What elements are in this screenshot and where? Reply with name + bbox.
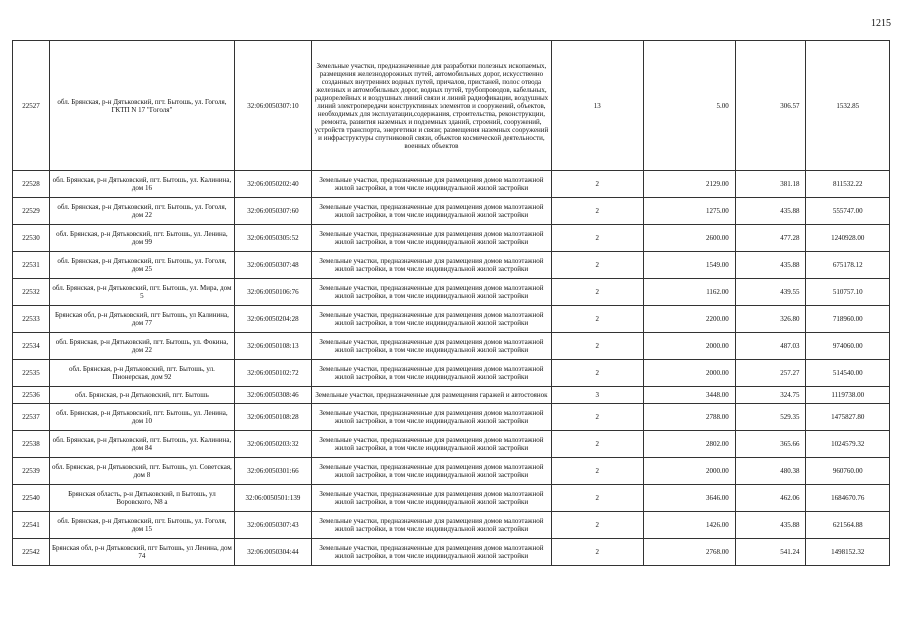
- permitted-use-cell: Земельные участки, предназначенные для размещения домов малоэтажной жилой застройки, в том числе индивидуальной жилой застройки: [312, 485, 552, 512]
- use-group-cell: 2: [551, 512, 643, 539]
- use-group-cell: 2: [551, 360, 643, 387]
- address-cell: обл. Брянская, р-н Дятьковский, пгт. Бытошь, ул. Ленина, дом 99: [49, 225, 234, 252]
- permitted-use-cell: Земельные участки, предназначенные для размещения домов малоэтажной жилой застройки, в том числе индивидуальной жилой застройки: [312, 279, 552, 306]
- specific-value-cell: 529.35: [735, 404, 806, 431]
- row-number: 22542: [13, 539, 50, 566]
- table-row: [13, 198, 890, 225]
- cadastral-number-cell: 32:06:0050202:40: [234, 171, 311, 198]
- specific-value-cell: 365.66: [735, 431, 806, 458]
- row-number: 22540: [13, 485, 50, 512]
- cadastral-value-cell: 718960.00: [806, 306, 890, 333]
- permitted-use-cell: Земельные участки, предназначенные для размещения домов малоэтажной жилой застройки, в том числе индивидуальной жилой застройки: [312, 431, 552, 458]
- table-row: [13, 252, 890, 279]
- use-group-cell: 2: [551, 279, 643, 306]
- address-cell: Брянская обл, р-н Дятьковский, пгт Бытошь, ул Ленина, дом 74: [49, 539, 234, 566]
- permitted-use-cell: Земельные участки, предназначенные для размещения домов малоэтажной жилой застройки, в том числе индивидуальной жилой застройки: [312, 306, 552, 333]
- row-number: 22529: [13, 198, 50, 225]
- use-group-cell: 2: [551, 431, 643, 458]
- specific-value-cell: 541.24: [735, 539, 806, 566]
- specific-value-cell: 326.80: [735, 306, 806, 333]
- use-group-cell: 2: [551, 252, 643, 279]
- permitted-use-cell: Земельные участки, предназначенные для размещения домов малоэтажной жилой застройки, в том числе индивидуальной жилой застройки: [312, 404, 552, 431]
- cadastral-number-cell: 32:06:0050307:48: [234, 252, 311, 279]
- area-cell: 5.00: [643, 41, 735, 171]
- cadastral-number-cell: 32:06:0050304:44: [234, 539, 311, 566]
- cadastral-value-cell: 960760.00: [806, 458, 890, 485]
- address-cell: обл. Брянская, р-н Дятьковский, пгт. Бытошь, ул. Фокина, дом 22: [49, 333, 234, 360]
- permitted-use-cell: Земельные участки, предназначенные для размещения гаражей и автостоянок: [312, 387, 552, 404]
- address-cell: обл. Брянская, р-н Дятьковский, пгт. Бытошь, ул. Гоголя, дом 15: [49, 512, 234, 539]
- permitted-use-cell: Земельные участки, предназначенные для размещения домов малоэтажной жилой застройки, в том числе индивидуальной жилой застройки: [312, 539, 552, 566]
- row-number: 22538: [13, 431, 50, 458]
- specific-value-cell: 487.03: [735, 333, 806, 360]
- table-row: [13, 360, 890, 387]
- permitted-use-cell: Земельные участки, предназначенные для разработки полезных ископаемых, размещения железнодорожных путей, автомобильных дорог, искусственно созданных внутренних водных путей, причалов, пристаней, полос отвода железных и автомобильных дорог, водных путей, трубопроводов, кабельных, радиорелейных и воздушных линий связи и линий радиофикации, воздушных линий электропередачи конструктивных элементов и сооружений, объектов, необходимых для эксплуатации,содержания, строительства, реконструкции, ремонта, развития наземных и подземных зданий, строений, сооружений, устройств транспорта, энергетики и связи; размещения наземных сооружений и инфраструктуры спутниковой связи, объектов космической деятельности, военных объектов: [312, 41, 552, 171]
- cadastral-number-cell: 32:06:0050307:60: [234, 198, 311, 225]
- table-row: [13, 171, 890, 198]
- area-cell: 2600.00: [643, 225, 735, 252]
- row-number: 22527: [13, 41, 50, 171]
- address-cell: обл. Брянская, р-н Дятьковский, пгт. Бытошь, ул. Калинина, дом 84: [49, 431, 234, 458]
- area-cell: 2768.00: [643, 539, 735, 566]
- specific-value-cell: 306.57: [735, 41, 806, 171]
- row-number: 22533: [13, 306, 50, 333]
- cadastral-number-cell: 32:06:0050308:46: [234, 387, 311, 404]
- cadastral-value-cell: 811532.22: [806, 171, 890, 198]
- cadastral-number-cell: 32:06:0050203:32: [234, 431, 311, 458]
- cadastral-number-cell: 32:06:0050102:72: [234, 360, 311, 387]
- row-number: 22532: [13, 279, 50, 306]
- use-group-cell: 2: [551, 539, 643, 566]
- permitted-use-cell: Земельные участки, предназначенные для размещения домов малоэтажной жилой застройки, в том числе индивидуальной жилой застройки: [312, 225, 552, 252]
- cadastral-number-cell: 32:06:0050501:139: [234, 485, 311, 512]
- use-group-cell: 3: [551, 387, 643, 404]
- cadastral-value-cell: 1024579.32: [806, 431, 890, 458]
- specific-value-cell: 435.88: [735, 252, 806, 279]
- specific-value-cell: 435.88: [735, 198, 806, 225]
- area-cell: 2802.00: [643, 431, 735, 458]
- table-row: [13, 225, 890, 252]
- cadastral-registry-table: [12, 40, 890, 566]
- cadastral-value-cell: 675178.12: [806, 252, 890, 279]
- address-cell: обл. Брянская, р-н Дятьковский, пгт. Бытошь, ул. Советская, дом 8: [49, 458, 234, 485]
- permitted-use-cell: Земельные участки, предназначенные для размещения домов малоэтажной жилой застройки, в том числе индивидуальной жилой застройки: [312, 333, 552, 360]
- permitted-use-cell: Земельные участки, предназначенные для размещения домов малоэтажной жилой застройки, в том числе индивидуальной жилой застройки: [312, 512, 552, 539]
- table-row: [13, 404, 890, 431]
- specific-value-cell: 435.88: [735, 512, 806, 539]
- row-number: 22535: [13, 360, 50, 387]
- cadastral-value-cell: 1475827.80: [806, 404, 890, 431]
- cadastral-number-cell: 32:06:0050301:66: [234, 458, 311, 485]
- use-group-cell: 2: [551, 171, 643, 198]
- cadastral-value-cell: 1532.85: [806, 41, 890, 171]
- table-row: [13, 279, 890, 306]
- address-cell: обл. Брянская, р-н Дятьковский, пгт. Бытошь: [49, 387, 234, 404]
- cadastral-value-cell: 510757.10: [806, 279, 890, 306]
- table-row: [13, 485, 890, 512]
- cadastral-number-cell: 32:06:0050307:43: [234, 512, 311, 539]
- row-number: 22528: [13, 171, 50, 198]
- use-group-cell: 2: [551, 485, 643, 512]
- row-number: 22536: [13, 387, 50, 404]
- area-cell: 2000.00: [643, 360, 735, 387]
- cadastral-value-cell: 1240928.00: [806, 225, 890, 252]
- area-cell: 1549.00: [643, 252, 735, 279]
- table-row: [13, 431, 890, 458]
- specific-value-cell: 477.28: [735, 225, 806, 252]
- area-cell: 1162.00: [643, 279, 735, 306]
- table-row: [13, 41, 890, 171]
- permitted-use-cell: Земельные участки, предназначенные для размещения домов малоэтажной жилой застройки, в том числе индивидуальной жилой застройки: [312, 458, 552, 485]
- cadastral-number-cell: 32:06:0050108:28: [234, 404, 311, 431]
- permitted-use-cell: Земельные участки, предназначенные для размещения домов малоэтажной жилой застройки, в том числе индивидуальной жилой застройки: [312, 360, 552, 387]
- cadastral-number-cell: 32:06:0050108:13: [234, 333, 311, 360]
- row-number: 22531: [13, 252, 50, 279]
- specific-value-cell: 480.38: [735, 458, 806, 485]
- use-group-cell: 2: [551, 404, 643, 431]
- use-group-cell: 2: [551, 458, 643, 485]
- area-cell: 2000.00: [643, 333, 735, 360]
- cadastral-value-cell: 1684670.76: [806, 485, 890, 512]
- area-cell: 2129.00: [643, 171, 735, 198]
- cadastral-value-cell: 514540.00: [806, 360, 890, 387]
- address-cell: обл. Брянская, р-н Дятьковский, пгт. Бытошь, ул. Ленина, дом 10: [49, 404, 234, 431]
- specific-value-cell: 462.06: [735, 485, 806, 512]
- table-row: [13, 539, 890, 566]
- area-cell: 3448.00: [643, 387, 735, 404]
- table-row: [13, 512, 890, 539]
- area-cell: 1426.00: [643, 512, 735, 539]
- area-cell: 2000.00: [643, 458, 735, 485]
- area-cell: 1275.00: [643, 198, 735, 225]
- row-number: 22534: [13, 333, 50, 360]
- use-group-cell: 2: [551, 225, 643, 252]
- address-cell: Брянская область, р-н Дятьковский, п Бытошь, ул Воровского, N8 а: [49, 485, 234, 512]
- table-row: [13, 306, 890, 333]
- permitted-use-cell: Земельные участки, предназначенные для размещения домов малоэтажной жилой застройки, в том числе индивидуальной жилой застройки: [312, 252, 552, 279]
- table-row: [13, 387, 890, 404]
- permitted-use-cell: Земельные участки, предназначенные для размещения домов малоэтажной жилой застройки, в том числе индивидуальной жилой застройки: [312, 171, 552, 198]
- area-cell: 2200.00: [643, 306, 735, 333]
- use-group-cell: 2: [551, 333, 643, 360]
- row-number: 22539: [13, 458, 50, 485]
- row-number: 22537: [13, 404, 50, 431]
- cadastral-value-cell: 555747.00: [806, 198, 890, 225]
- cadastral-value-cell: 1119738.00: [806, 387, 890, 404]
- row-number: 22530: [13, 225, 50, 252]
- area-cell: 2788.00: [643, 404, 735, 431]
- cadastral-value-cell: 974060.00: [806, 333, 890, 360]
- table-body: [13, 41, 890, 566]
- cadastral-value-cell: 1498152.32: [806, 539, 890, 566]
- specific-value-cell: 439.55: [735, 279, 806, 306]
- permitted-use-cell: Земельные участки, предназначенные для размещения домов малоэтажной жилой застройки, в том числе индивидуальной жилой застройки: [312, 198, 552, 225]
- specific-value-cell: 324.75: [735, 387, 806, 404]
- table-row: [13, 458, 890, 485]
- cadastral-number-cell: 32:06:0050106:76: [234, 279, 311, 306]
- address-cell: обл. Брянская, р-н Дятьковский, пгт. Бытошь, ул. Пионерская, дом 92: [49, 360, 234, 387]
- page-number: 1215: [871, 18, 891, 29]
- address-cell: обл. Брянская, р-н Дятьковский, пгт. Бытошь, ул. Калинина, дом 16: [49, 171, 234, 198]
- use-group-cell: 13: [551, 41, 643, 171]
- cadastral-number-cell: 32:06:0050204:28: [234, 306, 311, 333]
- use-group-cell: 2: [551, 198, 643, 225]
- row-number: 22541: [13, 512, 50, 539]
- address-cell: обл. Брянская, р-н Дятьковский, пгт. Бытошь, ул. Гоголя, дом 22: [49, 198, 234, 225]
- address-cell: обл. Брянская, р-н Дятьковский, пгт. Бытошь, ул. Мира, дом 5: [49, 279, 234, 306]
- specific-value-cell: 257.27: [735, 360, 806, 387]
- use-group-cell: 2: [551, 306, 643, 333]
- specific-value-cell: 381.18: [735, 171, 806, 198]
- area-cell: 3646.00: [643, 485, 735, 512]
- cadastral-value-cell: 621564.88: [806, 512, 890, 539]
- table-row: [13, 333, 890, 360]
- cadastral-number-cell: 32:06:0050305:52: [234, 225, 311, 252]
- address-cell: обл. Брянская, р-н Дятьковский, пгт. Бытошь, ул. Гоголя, ГКТП N 17 "Гоголя": [49, 41, 234, 171]
- cadastral-number-cell: 32:06:0050307:10: [234, 41, 311, 171]
- address-cell: Брянская обл, р-н Дятьковский, пгт Бытошь, ул Калинина, дом 77: [49, 306, 234, 333]
- address-cell: обл. Брянская, р-н Дятьковский, пгт. Бытошь, ул. Гоголя, дом 25: [49, 252, 234, 279]
